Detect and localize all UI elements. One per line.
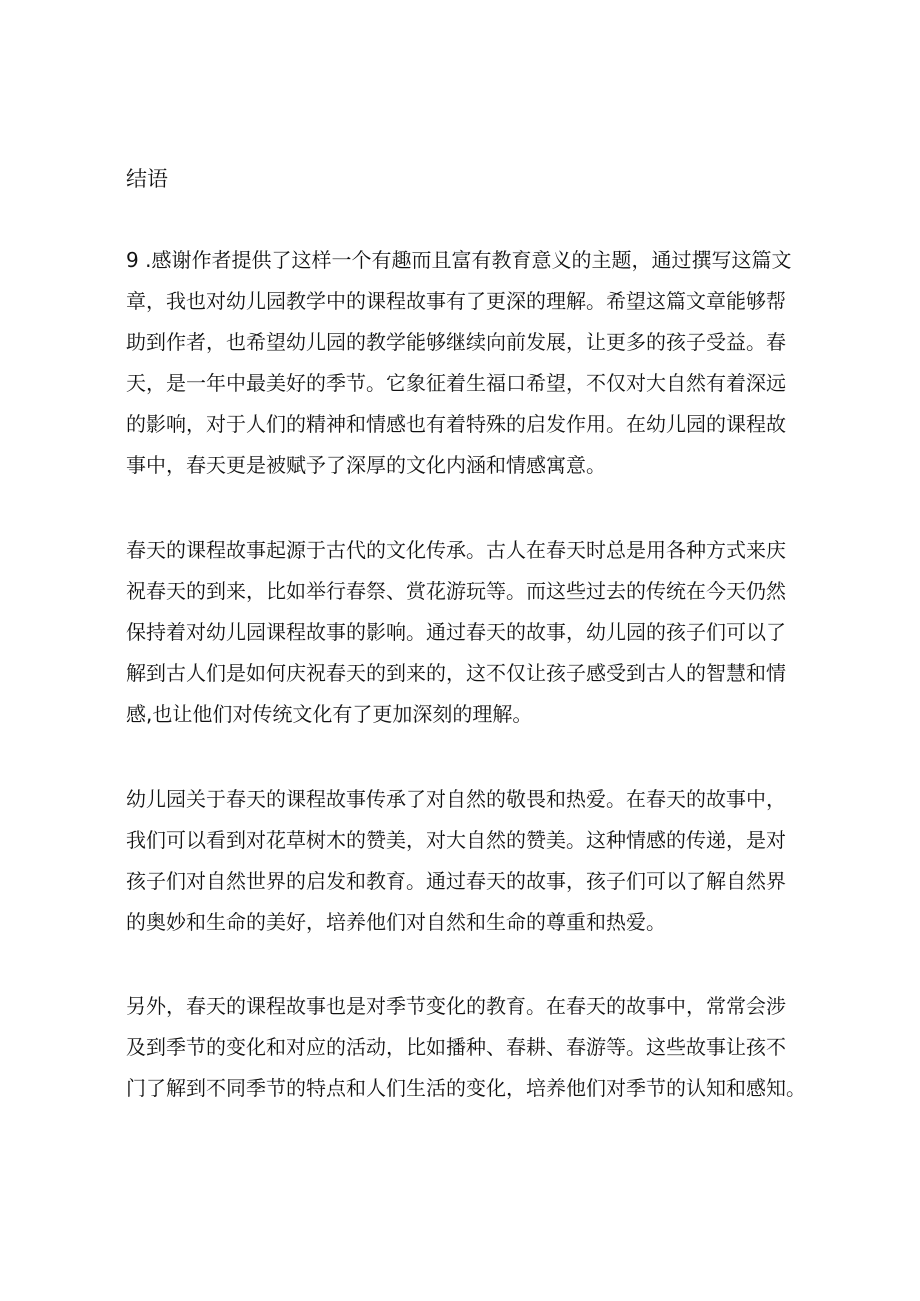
paragraph-line: 我们可以看到对花草树木的赞美，对大自然的赞美。这种情感的传递，是对 (126, 828, 786, 852)
paragraph-line: 感,也让他们对传统文化有了更加深刻的理解。 (126, 702, 533, 726)
paragraph-line: 及到季节的变化和对应的活动，比如播种、春耕、春游等。这些故事让孩不 (126, 1035, 786, 1059)
paragraph-line: 的影响，对于人们的精神和情感也有着特殊的启发作用。在幼儿园的课程故 (126, 412, 786, 436)
paragraph-line: 孩子们对自然世界的启发和教育。通过春天的故事，孩子们可以了解自然界 (126, 869, 786, 893)
paragraph-line: 天，是一年中最美好的季节。它象征着生福口希望，不仅对大自然有着深远 (126, 371, 786, 395)
section-heading: 结语 (126, 167, 168, 191)
paragraph-line: 章，我也对幼儿园教学中的课程故事有了更深的理解。希望这篇文章能够帮 (126, 289, 786, 313)
paragraph-4 (126, 986, 806, 1109)
paragraph-line: 幼儿园关于春天的课程故事传承了对自然的敬畏和热爱。在春天的故事中， (126, 787, 786, 811)
paragraph-line: 门了解到不同季节的特点和人们生活的变化，培养他们对季节的认知和感知。 (126, 1076, 806, 1100)
paragraph-2 (126, 530, 786, 735)
paragraph-1 (126, 240, 791, 486)
paragraph-line: 的奥妙和生命的美好，培养他们对自然和生命的尊重和热爱。 (126, 910, 666, 934)
paragraph-line: 助到作者，也希望幼儿园的教学能够继续向前发展，让更多的孩子受益。春 (126, 330, 786, 354)
paragraph-line: 事中，春天更是被赋予了深厚的文化内涵和情感寓意。 (126, 453, 606, 477)
paragraph-3 (126, 779, 786, 943)
paragraph-line: 解到古人们是如何庆祝春天的到来的，这不仅让孩子感受到古人的智慧和情 (126, 661, 786, 685)
paragraph-line: 祝春天的到来，比如举行春祭、赏花游玩等。而这些过去的传统在今天仍然 (126, 579, 786, 603)
paragraph-line: 9 .感谢作者提供了这样一个有趣而且富有教育意义的主题，通过撰写这篇文 (126, 248, 792, 272)
paragraph-line: 保持着对幼儿园课程故事的影响。通过春天的故事，幼儿园的孩子们可以了 (126, 620, 786, 644)
paragraph-line: 另外，春天的课程故事也是对季节变化的教育。在春天的故事中，常常会涉 (126, 994, 786, 1018)
paragraph-line: 春天的课程故事起源于古代的文化传承。古人在春天时总是用各种方式来庆 (126, 538, 786, 562)
